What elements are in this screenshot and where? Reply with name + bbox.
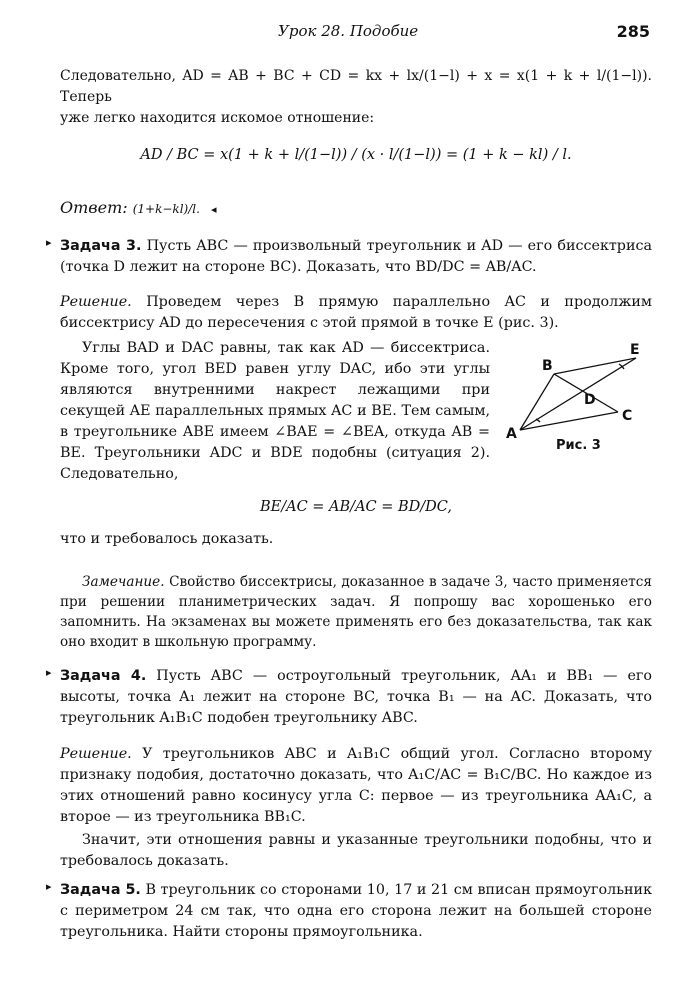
vertex-label-d: D <box>584 392 596 408</box>
vertex-label-a: A <box>506 426 517 442</box>
figure-caption: Рис. 3 <box>556 438 601 453</box>
end-of-solution-icon: ◂ <box>211 203 217 216</box>
remark-label: Замечание. <box>82 574 165 590</box>
intro-section <box>60 66 652 163</box>
solution-3-text-2: Углы BAD и DAC равны, так как AD — биссектриса. Кроме того, угол BED равен углу DAC, ибо эти углы являются внутренними накрест лежащими при секущей AE параллельных прямых AC и BE. Тем самым, в треугольнике ABE имеем ∠BAE = ∠BEA, откуда AB = BE. Треугольники ADC и BDE подобны (ситуация 2). Следовательно, <box>60 340 490 482</box>
intro-line-2: уже легко находится искомое отношение: <box>60 110 375 126</box>
ratio-equation: AD / BC = x(1 + k + l/(1−l)) / (x · l/(1−l)) = (1 + k − kl) / l. <box>140 147 572 163</box>
page-number: 285 <box>616 22 650 41</box>
task-marker-icon: ▸ <box>46 666 52 679</box>
answer-line <box>60 198 652 217</box>
chapter-title: Урок 28. Подобие <box>278 22 419 40</box>
remark-text: Свойство биссектрисы, доказанное в задаче 3, часто применяется при решении планиметрических задач. Я попрошу вас хорошенько его запомнить. На экзаменах вы можете применять его без доказательства, так как оно входит в школьную программу. <box>60 574 652 650</box>
task-4 <box>46 666 653 729</box>
task-5-text: В треугольник со сторонами 10, 17 и 21 см вписан прямоугольник с периметром 24 см так, что одна его сторона лежит на большей стороне треугольника. Найти стороны прямоугольника. <box>60 882 653 940</box>
task-5-label: Задача 5. <box>60 882 141 898</box>
task-marker-icon: ▸ <box>46 236 52 249</box>
solution-3-label: Решение. <box>60 294 132 310</box>
solution-4-text-2: Значит, эти отношения равны и указанные треугольники подобны, что и требовалось доказать. <box>60 832 652 869</box>
intro-line-1: Следовательно, AD = AB + BC + CD = kx + lx/(1−l) + x = x(1 + k + l/(1−l)). Теперь <box>60 68 652 105</box>
task-3-label: Задача 3. <box>60 238 142 254</box>
vertex-label-e: E <box>630 342 640 358</box>
remark <box>60 572 652 652</box>
task-5 <box>46 880 653 943</box>
segment-ab <box>520 374 554 430</box>
solution-3-conclusion: что и требовалось доказать. <box>60 531 274 547</box>
task-4-label: Задача 4. <box>60 668 147 684</box>
task-3 <box>46 236 652 278</box>
solution-4-label: Решение. <box>60 746 132 762</box>
proportion-equation: BE/AC = AB/AC = BD/DC, <box>260 499 452 515</box>
task-4-text: Пусть ABC — остроугольный треугольник, AA₁ и BB₁ — его высоты, точка A₁ лежит на стороне BC, точка B₁ — на AC. Доказать, что треугольник A₁B₁C подобен треугольнику ABC. <box>60 668 653 726</box>
vertex-label-c: C <box>622 408 633 424</box>
vertex-label-b: B <box>542 358 553 374</box>
page-header <box>0 22 680 46</box>
task-3-text: Пусть ABC — произвольный треугольник и AD — его биссектриса (точка D лежит на стороне BC). Доказать, что BD/DC = AB/AC. <box>60 238 652 275</box>
triangle-figure <box>506 342 646 452</box>
answer-value: (1+k−kl)/l. <box>132 202 200 216</box>
solution-4-text-1: У треугольников ABC и A₁B₁C общий угол. Согласно второму признаку подобия, достаточно доказать, что A₁C/AC = B₁C/BC. Но каждое из этих отношений равно косинусу угла C: первое — из треугольника AA₁C, а второе — из треугольника BB₁C. <box>60 746 652 825</box>
answer-label: Ответ: <box>60 198 128 217</box>
solution-3-text-1: Проведем через B прямую параллельно AC и продолжим биссектрису AD до пересечения с этой прямой в точке E (рис. 3). <box>60 294 652 331</box>
task-marker-icon: ▸ <box>46 880 52 893</box>
solution-4 <box>60 744 652 872</box>
